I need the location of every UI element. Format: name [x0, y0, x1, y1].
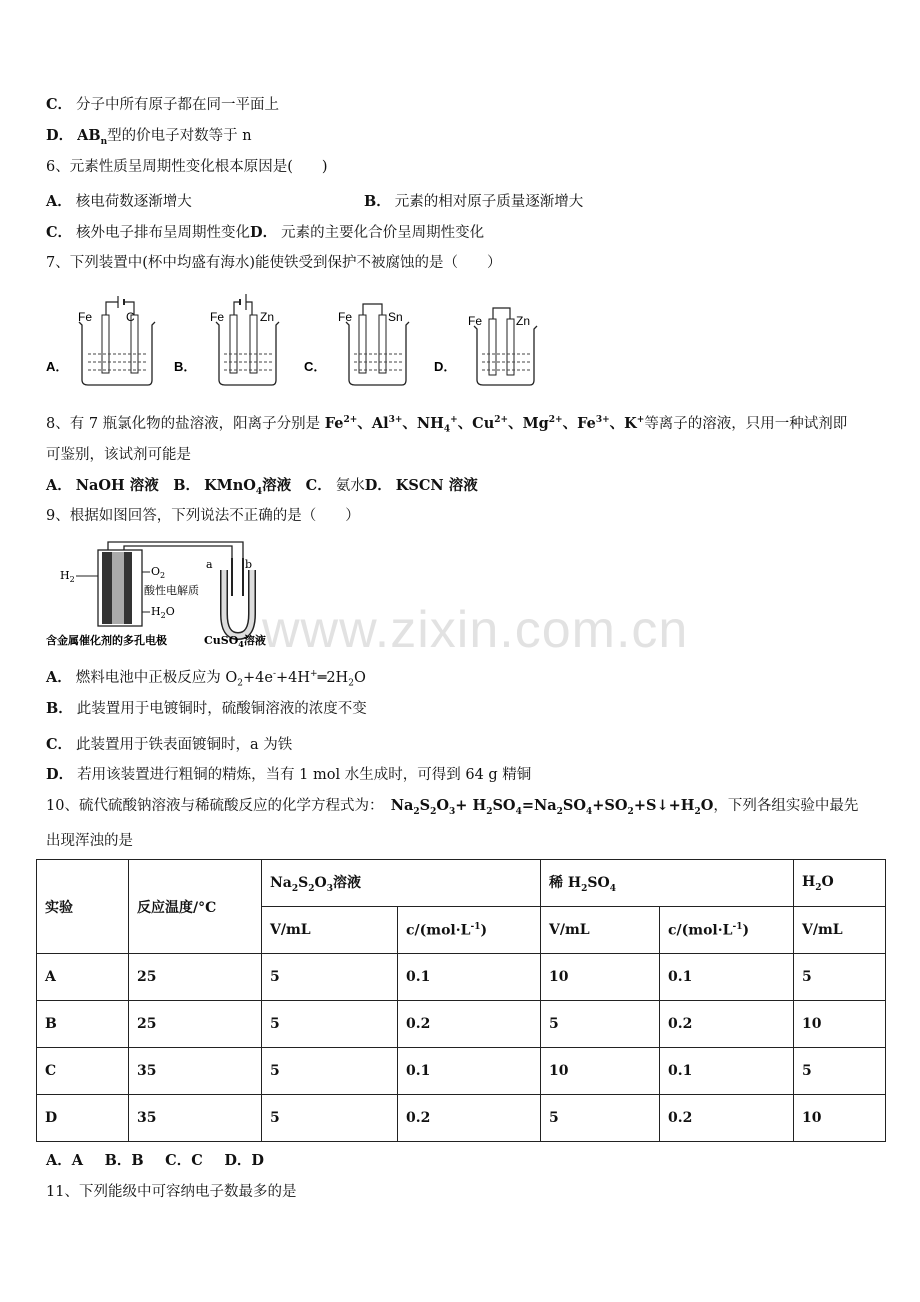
electrode-b-label: b	[245, 558, 253, 571]
cell-na-concentration: 0.2	[398, 1001, 541, 1048]
q7-b-left-electrode: Fe	[210, 310, 225, 324]
q6-stem: 6、元素性质呈周期性变化根本原因是( )	[46, 159, 328, 175]
q7-option-b	[174, 288, 284, 397]
cell-acid-volume: 10	[541, 1048, 660, 1095]
q7-c-left-electrode: Fe	[338, 310, 353, 324]
table-row	[37, 1001, 886, 1048]
electrolyte-label: 酸性电解质	[144, 584, 199, 597]
porous-electrode-label: 含金属催化剂的多孔电极	[46, 634, 167, 647]
table-row	[37, 1095, 886, 1142]
h2-label: $H_2$	[60, 569, 75, 584]
cell-experiment: A	[37, 954, 129, 1001]
q8-options: A． NaOH 溶液 B． KMnO$_4$溶液 C． 氨水D． KSCN 溶液	[46, 477, 478, 497]
cell-na-volume: 5	[262, 954, 398, 1001]
q6-options-cd: C． 核外电子排布呈周期性变化D． 元素的主要化合价呈周期性变化	[46, 224, 485, 241]
subheader-volume: V/mL	[794, 907, 886, 954]
q9-figure	[46, 536, 266, 658]
q7-a-right-electrode: C	[126, 310, 135, 324]
q10-stem-line2: 出现浑浊的是	[46, 833, 133, 849]
beaker-battery-fe-c	[46, 288, 156, 393]
q10-equation: $Na_2S_2O_3+$ $H_2SO_4=Na_2SO_4+SO_2+S↓+H_2O$	[390, 797, 714, 817]
q7-c-label: C．	[304, 359, 327, 374]
q7-a-left-electrode: Fe	[78, 310, 93, 324]
q7-option-c	[304, 288, 414, 397]
subheader-volume: V/mL	[541, 907, 660, 954]
header-h2so4: 稀 $H_2SO_4$	[541, 860, 794, 907]
header-temperature: 反应温度/°C	[129, 860, 262, 954]
q7-c-right-electrode: Sn	[388, 310, 403, 324]
cell-acid-volume: 10	[541, 954, 660, 1001]
cell-acid-concentration: 0.2	[660, 1001, 794, 1048]
table-header-row	[37, 860, 886, 907]
cell-na-concentration: 0.2	[398, 1095, 541, 1142]
q7-d-right-electrode: Zn	[516, 314, 531, 328]
q8-stem-line2: 可鉴别，该试剂可能是	[46, 447, 191, 463]
q9-option-a: A． 燃料电池中正极反应为 $O_2+4e^-+4H^+═2H_2O$	[46, 668, 366, 689]
o2-label: $O_2$	[151, 565, 166, 580]
beaker-battery-fe-zn	[174, 288, 284, 393]
q6-option-b: B． 元素的相对原子质量逐渐增大	[364, 193, 584, 210]
cell-acid-concentration: 0.1	[660, 1048, 794, 1095]
q9-stem: 9、根据如图回答，下列说法不正确的是（ ）	[46, 508, 360, 524]
q7-a-label: A．	[46, 359, 69, 374]
q7-d-label: D．	[434, 359, 457, 374]
table-row	[37, 1048, 886, 1095]
cell-water-volume: 5	[794, 954, 886, 1001]
q10-stem-line1: 10、硫代硫酸钠溶液与稀硫酸反应的化学方程式为： $Na_2S_2O_3+$ $H_2SO_4=Na_2SO_4+SO_2+S↓+H_2O$，下列各组实验中最先	[46, 797, 859, 817]
beaker-wire-fe-sn	[304, 288, 414, 393]
cell-na-concentration: 0.1	[398, 954, 541, 1001]
cell-acid-volume: 5	[541, 1095, 660, 1142]
fuel-cell-electrolysis-diagram	[46, 536, 266, 654]
cell-na-volume: 5	[262, 1048, 398, 1095]
cell-na-volume: 5	[262, 1001, 398, 1048]
q5-option-d: D． $AB_n$型的价电子对数等于 n	[46, 127, 252, 147]
h2o-label: $H_2O$	[151, 605, 175, 620]
q11-stem: 11、下列能级中可容纳电子数最多的是	[46, 1184, 297, 1200]
cell-na-concentration: 0.1	[398, 1048, 541, 1095]
cell-temperature: 25	[129, 1001, 262, 1048]
header-na2s2o3: $Na_2S_2O_3$溶液	[262, 860, 541, 907]
q8-stem-line1: 8、有 7 瓶氯化物的盐溶液，阳离子分别是 $Fe^{2+}$、$Al^{3+}$、$NH_4^+$、$Cu^{2+}$、$Mg^{2+}$、$Fe^{3+}$、K+等离子的溶液，只用一种试剂即	[46, 414, 848, 435]
electrode-a-label: a	[206, 558, 213, 571]
cell-acid-concentration: 0.1	[660, 954, 794, 1001]
cell-water-volume: 5	[794, 1048, 886, 1095]
cell-water-volume: 10	[794, 1001, 886, 1048]
watermark: www.zixin.com.cn	[262, 601, 689, 659]
cell-experiment: B	[37, 1001, 129, 1048]
cell-acid-volume: 5	[541, 1001, 660, 1048]
subheader-volume: V/mL	[262, 907, 398, 954]
cell-experiment: C	[37, 1048, 129, 1095]
q9-option-b: B． 此装置用于电镀铜时，硫酸铜溶液的浓度不变	[46, 700, 367, 717]
cell-temperature: 25	[129, 954, 262, 1001]
q7-b-right-electrode: Zn	[260, 310, 275, 324]
q7-option-d	[434, 288, 544, 397]
cell-na-volume: 5	[262, 1095, 398, 1142]
q7-b-label: B．	[174, 359, 197, 374]
q7-d-left-electrode: Fe	[468, 314, 483, 328]
cell-temperature: 35	[129, 1048, 262, 1095]
experiment-table	[36, 859, 886, 1142]
q9-option-d: D． 若用该装置进行粗铜的精炼，当有 1 mol 水生成时，可得到 64 g 精铜	[46, 766, 532, 783]
header-h2o: $H_2O$	[794, 860, 886, 907]
cell-water-volume: 10	[794, 1095, 886, 1142]
cell-acid-concentration: 0.2	[660, 1095, 794, 1142]
table-row	[37, 954, 886, 1001]
q5-option-c: C． 分子中所有原子都在同一平面上	[46, 96, 280, 113]
subheader-concentration: $c/(mol\cdot L^{-1})$	[660, 907, 794, 954]
q7-option-a	[46, 288, 156, 397]
beaker-wire-fe-zn	[434, 288, 544, 393]
cell-experiment: D	[37, 1095, 129, 1142]
subheader-concentration: $c/(mol\cdot L^{-1})$	[398, 907, 541, 954]
cuso4-label: CuSO$_4$溶液	[204, 634, 266, 649]
q9-option-c: C． 此装置用于铁表面镀铜时，a 为铁	[46, 736, 293, 753]
cell-temperature: 35	[129, 1095, 262, 1142]
q6-option-a: A． 核电荷数逐渐增大	[46, 193, 192, 210]
q7-stem: 7、下列装置中(杯中均盛有海水)能使铁受到保护不被腐蚀的是（ ）	[46, 255, 502, 271]
header-experiment: 实验	[37, 860, 129, 954]
q10-answer-options: A．A B．B C．C D．D	[46, 1152, 264, 1169]
